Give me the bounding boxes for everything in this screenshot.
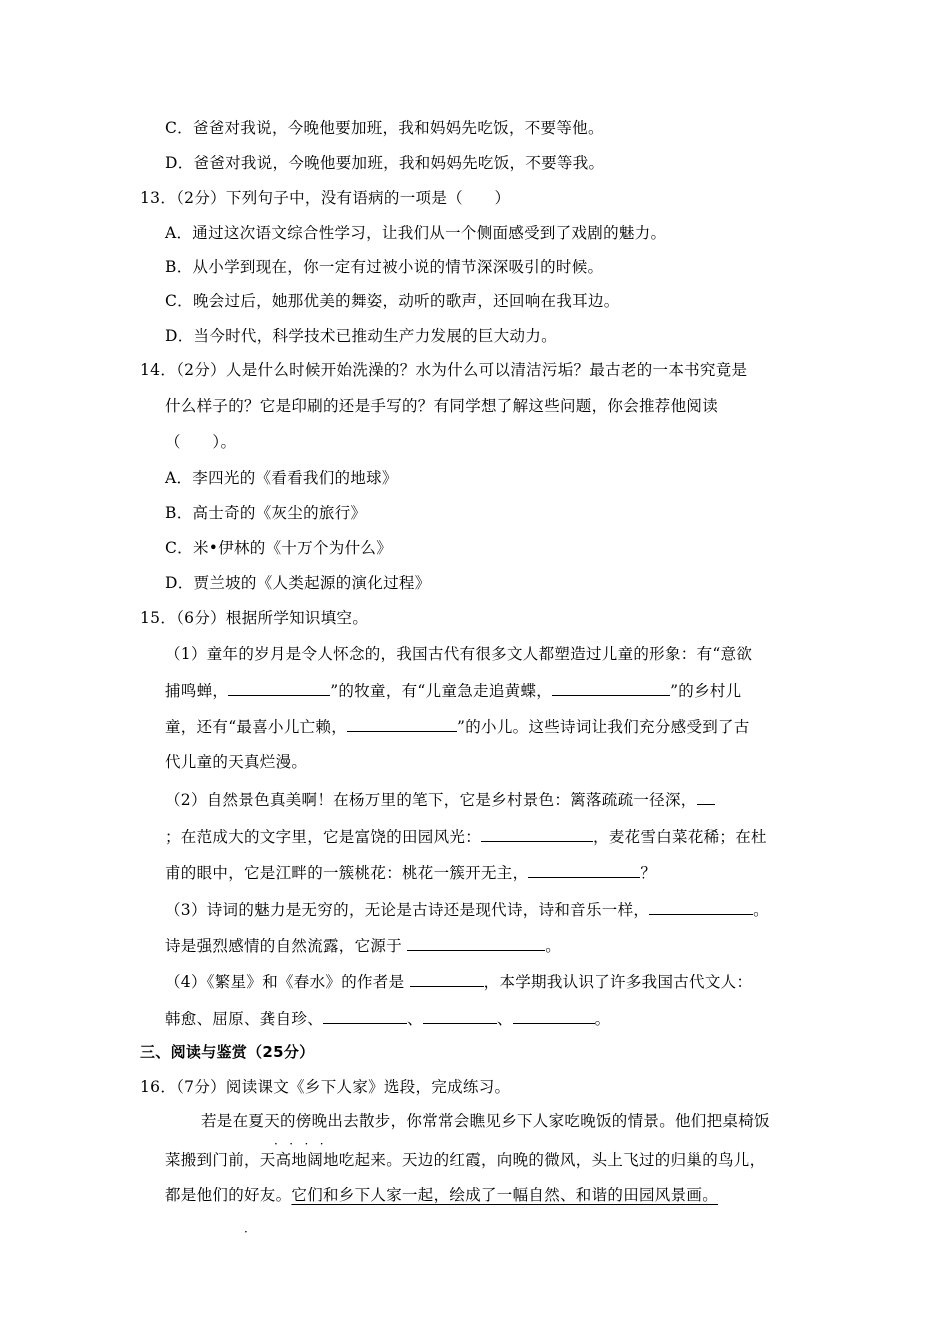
q13-option-a: A．通过这次语文综合性学习，让我们从一个侧面感受到了戏剧的魅力。	[165, 224, 667, 242]
answer-blank[interactable]	[528, 861, 640, 878]
q14-option-d: D．贾兰坡的《人类起源的演化过程》	[165, 574, 431, 592]
q15-part2-line2: ；在范成大的文字里，它是富饶的田园风光： ，麦花雪白菜花稀；在杜	[165, 825, 767, 848]
passage-line2: 菜搬到门前，天高地阔地吃起来。天边的红霞，向晚的微风，头上飞过的归巢的鸟儿，	[165, 1151, 766, 1169]
q14-option-a: A．李四光的《看看我们的地球》	[165, 469, 398, 487]
answer-blank[interactable]	[697, 788, 715, 805]
q12-option-c: C．爸爸对我说，今晚他要加班，我和妈妈先吃饭，不要等他。	[165, 119, 604, 137]
passage-line3: 都是他们的好友。它们和乡下人家一起，绘成了一幅自然、和谐的田园风景画。	[165, 1186, 719, 1204]
answer-blank[interactable]	[481, 825, 593, 842]
q12-option-d: D．爸爸对我说，今晚他要加班，我和妈妈先吃饭，不要等我。	[165, 154, 605, 172]
q13-option-d: D．当今时代，科学技术已推动生产力发展的巨大动力。	[165, 327, 557, 345]
answer-blank[interactable]	[552, 679, 670, 696]
q15-part1-line4: 代儿童的天真烂漫。	[165, 753, 308, 771]
emphasis-dots: · · · ·	[274, 1137, 324, 1151]
q15-part4-line2: 韩愈、屈原、龚自珍、 、 、 。	[165, 1007, 610, 1030]
q13-option-c: C．晚会过后，她那优美的舞姿，动听的歌声，还回响在我耳边。	[165, 292, 620, 310]
q15-part3-line2: 诗是强烈感情的自然流露，它源于 。	[165, 934, 561, 957]
q14-option-b: B．高士奇的《灰尘的旅行》	[165, 504, 367, 522]
answer-blank[interactable]	[228, 679, 330, 696]
answer-blank[interactable]	[513, 1007, 595, 1024]
answer-blank[interactable]	[423, 1007, 497, 1024]
stray-mark: ·	[244, 1225, 248, 1239]
q16-stem: 16．（7分）阅读课文《乡下人家》选段，完成练习。	[140, 1078, 511, 1096]
q15-part1-line1: （1）童年的岁月是令人怀念的，我国古代有很多文人都塑造过儿童的形象：有“意欲	[165, 645, 753, 663]
q13-stem: 13．（2分）下列句子中，没有语病的一项是（ ）	[140, 189, 511, 207]
q15-stem: 15．（6分）根据所学知识填空。	[140, 609, 369, 627]
answer-blank[interactable]	[347, 715, 457, 732]
passage-line1: 若是在夏天的傍晚出去散步，你常常会瞧见乡下人家吃晚饭的情景。他们把桌椅饭	[201, 1112, 770, 1130]
answer-blank[interactable]	[407, 934, 545, 951]
q14-stem-line2: 什么样子的？它是印刷的还是手写的？有同学想了解这些问题，你会推荐他阅读	[165, 397, 719, 415]
q15-part1-line3: 童，还有“最喜小儿亡赖， ”的小儿。这些诗词让我们充分感受到了古	[165, 715, 750, 738]
section-heading: 三、阅读与鉴赏（25分）	[140, 1043, 315, 1061]
q14-option-c: C．米•伊林的《十万个为什么》	[165, 539, 393, 557]
q15-part1-line2: 捕鸣蝉， ”的牧童，有“儿童急走追黄蝶， ”的乡村儿	[165, 679, 742, 702]
q15-part3-line1: （3）诗词的魅力是无穷的，无论是古诗还是现代诗，诗和音乐一样， 。	[165, 898, 769, 921]
q15-part4-line1: （4）《繁星》和《春水》的作者是 ，本学期我认识了许多我国古代文人：	[165, 970, 752, 993]
underlined-sentence: 它们和乡下人家一起，绘成了一幅自然、和谐的田园风景画。	[291, 1186, 719, 1204]
q15-part2-line3: 甫的眼中，它是江畔的一簇桃花：桃花一簇开无主， ？	[165, 861, 656, 884]
q14-stem-line3: （ ）。	[165, 433, 237, 451]
answer-blank[interactable]	[410, 970, 484, 987]
q14-stem-line1: 14．（2分）人是什么时候开始洗澡的？水为什么可以清洁污垢？最古老的一本书究竟是	[140, 361, 748, 379]
answer-blank[interactable]	[649, 898, 753, 915]
answer-blank[interactable]	[323, 1007, 407, 1024]
q15-part2-line1: （2）自然景色真美啊！在杨万里的笔下，它是乡村景色：篱落疏疏一径深，	[165, 788, 715, 811]
q13-option-b: B．从小学到现在，你一定有过被小说的情节深深吸引的时候。	[165, 258, 604, 276]
